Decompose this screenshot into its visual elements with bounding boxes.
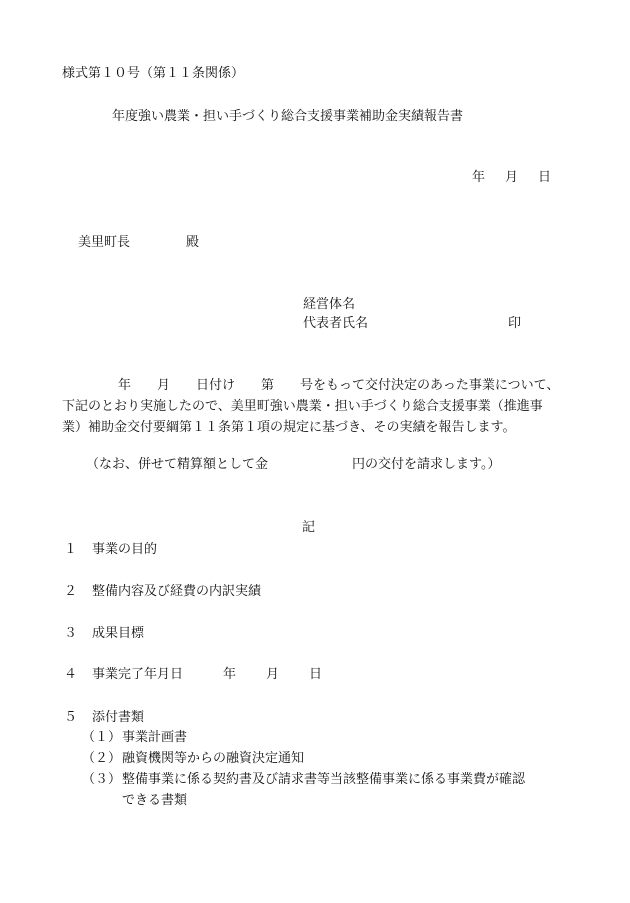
applicant-block	[303, 297, 368, 335]
entity-name-label: 経営体名	[303, 297, 356, 312]
document-title: 年度強い農業・担い手づくり総合支援事業補助金実績報告書	[112, 109, 464, 124]
completion-month: 月	[266, 667, 280, 682]
list-item	[64, 667, 322, 683]
attachment-number: （３）	[82, 772, 122, 787]
ki-heading: 記	[302, 520, 316, 535]
attachment-label: 融資機関等からの融資決定通知	[122, 751, 305, 766]
report-paragraph: 年 月 日付け 第 号をもって交付決定のあった事業について、下記のとおり実施したので、美里町強い農業・担い手づくり総合支援事業（推進事業）補助金交付要綱第１１条第１項の規定に基づき、その実績を報告します。	[62, 378, 560, 435]
date-month: 月	[505, 170, 519, 185]
addressee	[78, 235, 199, 251]
date-day: 日	[538, 170, 552, 185]
item-number: １	[64, 542, 78, 557]
item-label: 事業完了年月日	[92, 667, 184, 682]
attachment-number: （２）	[82, 751, 122, 766]
item-number: ５	[64, 710, 78, 725]
list-item	[64, 626, 144, 642]
completion-year: 年	[223, 667, 237, 682]
attachment-number: （１）	[82, 730, 122, 745]
attachment-continuation: できる書類	[122, 793, 188, 808]
list-item	[64, 584, 261, 600]
item-number: ２	[64, 584, 78, 599]
attachment-label: 事業計画書	[122, 730, 188, 745]
representative-name-label: 代表者氏名	[303, 316, 369, 331]
attachment-item	[82, 751, 304, 767]
report-date	[472, 170, 551, 186]
report-body	[62, 375, 562, 438]
item-label: 整備内容及び経費の内訳実績	[92, 584, 262, 599]
item-label: 成果目標	[92, 626, 145, 641]
list-item	[64, 542, 157, 558]
date-year: 年	[472, 170, 486, 185]
list-item	[64, 710, 144, 726]
item-label: 事業の目的	[92, 542, 158, 557]
attachment-label: 整備事業に係る契約書及び請求書等当該整備事業に係る事業費が確認	[122, 772, 526, 787]
attachment-item	[82, 772, 525, 788]
seal-mark: 印	[508, 316, 522, 331]
item-number: ４	[64, 667, 78, 682]
settlement-request	[86, 457, 500, 473]
item-number: ３	[64, 626, 78, 641]
settlement-before: （なお、併せて精算額として金	[86, 457, 269, 472]
form-number: 様式第１０号（第１１条関係）	[62, 66, 245, 81]
attachment-item	[82, 730, 187, 746]
addressee-name: 美里町長	[78, 235, 131, 250]
item-label: 添付書類	[92, 710, 145, 725]
settlement-after: 円の交付を請求します。）	[352, 457, 501, 472]
addressee-honorific: 殿	[186, 235, 200, 250]
completion-day: 日	[309, 667, 323, 682]
